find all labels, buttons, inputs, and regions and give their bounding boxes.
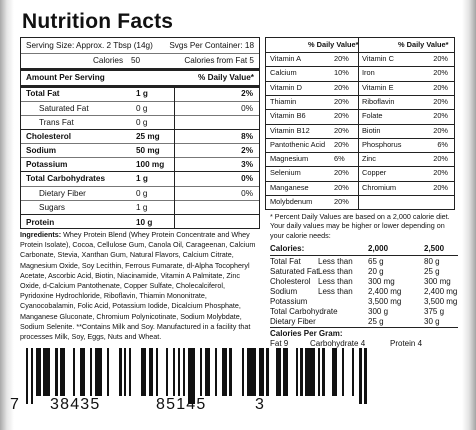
vitamin-dv-left: 20%: [334, 54, 349, 63]
barcode-bar: [200, 348, 202, 396]
barcode-bar: [178, 348, 180, 396]
divider: [21, 101, 259, 102]
calorie-row-2500: 300 mg: [424, 277, 451, 286]
nutrient-name: Trans Fat: [39, 118, 74, 127]
calorie-row-qualifier: Less than: [318, 277, 353, 286]
calories-from-fat: Calories from Fat 5: [184, 56, 254, 65]
amount-per-serving-header: Amount Per Serving: [26, 73, 105, 82]
nutrient-name: Cholesterol: [26, 132, 72, 141]
nutrient-name: Potassium: [26, 160, 68, 169]
divider: [21, 214, 259, 215]
barcode-bar: [173, 348, 175, 396]
calorie-row-nutrient: Sodium: [270, 287, 298, 296]
barcode-bar: [156, 348, 158, 396]
vitamin-dv-right: 20%: [433, 82, 448, 92]
vitamin-dv-right: 20%: [433, 154, 448, 164]
nutrient-daily-value: 3%: [241, 160, 253, 169]
vitamin-name-left: Vitamin B6: [270, 111, 306, 121]
calorie-row-2500: 2,400 mg: [424, 287, 458, 296]
barcode-bar: [283, 348, 288, 396]
vitamin-dv-left: 6%: [334, 154, 345, 164]
vitamin-name-left: Thiamin: [270, 96, 297, 106]
barcode-bar: [296, 348, 298, 396]
daily-value-header: % Daily Value*: [198, 73, 254, 82]
vitamins-dv-header-right: % Daily Value*: [398, 40, 449, 49]
divider: [21, 115, 259, 116]
calorie-row-nutrient: Cholesterol: [270, 277, 311, 286]
divider: [21, 143, 259, 144]
barcode-bar: [332, 348, 337, 396]
barcode-bar: [119, 348, 121, 396]
nutrient-name: Sodium: [26, 146, 57, 155]
vitamin-name-right: Chromium: [362, 182, 397, 192]
vitamin-name-right: Vitamin E: [362, 82, 394, 92]
divider: [21, 129, 259, 130]
vitamin-row: [266, 66, 454, 80]
barcode-bar: [318, 348, 320, 396]
vitamin-row: [266, 181, 454, 195]
barcode-bar: [124, 348, 126, 396]
calorie-row-qualifier: Less than: [318, 257, 353, 266]
column-divider: [174, 87, 175, 228]
nutrient-name: Protein: [26, 218, 55, 227]
nutrient-amount: 0 g: [136, 104, 148, 113]
barcode-bar: [60, 348, 65, 396]
vitamin-dv-right: 20%: [433, 168, 448, 178]
vitamins-panel: [265, 37, 455, 210]
vitamin-row: [266, 52, 454, 66]
barcode-bar: [229, 348, 231, 396]
vitamin-row: [266, 138, 454, 152]
column-divider: [358, 38, 359, 209]
vitamin-dv-left: 20%: [334, 139, 349, 149]
barcode-bar: [322, 348, 324, 396]
barcode-bar: [300, 348, 302, 396]
nutrient-name: Saturated Fat: [39, 104, 89, 113]
nutrient-amount: 1 g: [136, 203, 148, 212]
nutrition-facts-panel: [20, 37, 260, 229]
calorie-row-2000: 2,400 mg: [368, 287, 402, 296]
divider: [21, 171, 259, 172]
nutrient-amount: 100 mg: [136, 160, 165, 169]
per-gram-title: Calories Per Gram:: [270, 329, 343, 338]
barcode-bar: [73, 348, 75, 396]
calorie-row-2500: 25 g: [424, 267, 440, 276]
vitamin-row: [266, 95, 454, 109]
vitamin-dv-right: 20%: [433, 125, 448, 135]
nutrient-amount: 25 mg: [136, 132, 160, 141]
vitamin-dv-right: 20%: [433, 182, 448, 192]
barcode-bar: [276, 348, 281, 396]
barcode-bar: [205, 348, 210, 396]
barcode-bar: [90, 348, 92, 396]
calories-heading: Calories:: [270, 244, 305, 253]
vitamin-dv-right: 20%: [433, 54, 448, 63]
nutrient-amount: 0 g: [136, 118, 148, 127]
barcode-bar: [364, 348, 366, 404]
barcode-bar: [31, 348, 33, 404]
divider: [21, 53, 259, 54]
calorie-row-2500: 375 g: [424, 307, 445, 316]
barcode-bar: [266, 348, 268, 396]
barcode-digit-system: 7: [10, 396, 21, 413]
barcode-bar: [183, 348, 185, 396]
calorie-row-nutrient: Total Carbohydrate: [270, 307, 338, 316]
vitamin-row: [266, 109, 454, 123]
barcode-bar: [242, 348, 244, 396]
vitamin-dv-right: 20%: [433, 68, 448, 78]
barcode-bar: [352, 348, 354, 396]
barcode-bar: [247, 348, 257, 396]
vitamin-dv-right: 20%: [433, 111, 448, 121]
calories-2000: 2,000: [368, 244, 389, 253]
divider: [270, 255, 458, 256]
divider: [21, 200, 259, 201]
vitamin-dv-left: 20%: [334, 125, 349, 135]
nutrient-daily-value: 8%: [241, 132, 253, 141]
calories-label: Calories: [93, 56, 124, 65]
nutrient-amount: 0 g: [136, 189, 148, 198]
vitamin-name-left: Calcium: [270, 68, 297, 78]
calorie-row-2500: 3,500 mg: [424, 297, 458, 306]
barcode-bar: [359, 348, 361, 404]
vitamin-dv-left: 20%: [334, 197, 349, 206]
calorie-row-2000: 20 g: [368, 267, 384, 276]
per-gram-fat: Fat 9: [270, 339, 289, 348]
divider: [270, 327, 458, 328]
barcode-bar: [259, 348, 264, 396]
calorie-row-2000: 25 g: [368, 317, 384, 326]
vitamin-row: [266, 152, 454, 166]
vitamin-name-left: Magnesium: [270, 154, 309, 164]
nutrient-amount: 50 mg: [136, 146, 160, 155]
label-title: Nutrition Facts: [22, 10, 174, 33]
vitamins-header-row: [266, 38, 454, 52]
barcode-bar: [80, 348, 85, 396]
barcode-digits-left: 38435: [50, 396, 101, 413]
barcode-bar: [107, 348, 109, 396]
calorie-row-2500: 30 g: [424, 317, 440, 326]
calorie-row-nutrient: Saturated Fat: [270, 267, 319, 276]
vitamin-name-left: Selenium: [270, 168, 301, 178]
ingredients-text: [20, 230, 260, 342]
vitamin-row: [266, 124, 454, 138]
barcode-bar: [95, 348, 102, 396]
nutrient-daily-value: 2%: [241, 89, 253, 98]
vitamin-name-right: Copper: [362, 168, 387, 178]
vitamin-name-left: Vitamin A: [270, 54, 302, 63]
per-gram-protein: Protein 4: [390, 339, 423, 348]
vitamin-dv-left: 20%: [334, 111, 349, 121]
vitamin-name-left: Vitamin D: [270, 82, 302, 92]
serving-size: Serving Size: Approx. 2 Tbsp (14g): [26, 41, 153, 50]
barcode-bar: [305, 348, 315, 396]
nutrient-daily-value: 2%: [241, 146, 253, 155]
nutrient-amount: 1 g: [136, 174, 148, 183]
thick-divider: [21, 68, 259, 71]
nutrient-name: Total Carbohydrates: [26, 174, 106, 183]
calories-2500: 2,500: [424, 244, 445, 253]
vitamin-dv-right: 20%: [433, 96, 448, 106]
nutrient-name: Sugars: [39, 203, 65, 212]
calorie-row-nutrient: Dietary Fiber: [270, 317, 316, 326]
calorie-row-2500: 80 g: [424, 257, 440, 266]
vitamin-dv-right: 6%: [437, 139, 448, 149]
ingredients-list: Whey Protein Blend (Whey Protein Concentrate and Whey Protein Isolate), Cocoa, Cellulose Gum, Canola Oil, Carageenan, Calcium Carbonate, Stevia, Xanthan Gum, Natural Flavors, Calcium Citrate, Magnesium Oxide, Soy Lecithin, Ferrous Fumarate, dl-Alpha Tocopheryl Acetate, Ascorbic Acid, Biotin, Niacinamide, Vitamin A Palmitate, Zinc Oxide, d-Calcium Pantothenate, Copper Sulfate, Cholecalciferol, Pyridoxine Hydrochloride, Riboflavin, Thiamin Mononitrate, Cyanocobalamin, Folic Acid, Potassium Iodide, Dicalcium Phosphate, Manganese Gluconate, Chromium Polynicotinate, Sodium Molybdate, Sodium Selenite. **Contains Milk and Soy. Manufactured in a facility that processes Milk, Soy, Eggs, Nuts and Wheat.: [20, 230, 256, 342]
vitamin-dv-left: 20%: [334, 82, 349, 92]
vitamin-dv-left: 20%: [334, 182, 349, 192]
barcode-digits-right: 85145: [156, 396, 207, 413]
nutrient-amount: 10 g: [136, 218, 153, 227]
calorie-row-2000: 3,500 mg: [368, 297, 402, 306]
nutrient-amount: 1 g: [136, 89, 148, 98]
vitamin-name-right: Riboflavin: [362, 96, 395, 106]
vitamin-name-right: Iron: [362, 68, 375, 78]
vitamin-name-left: Vitamin B12: [270, 125, 310, 135]
per-gram-carb: Carbohydrate 4: [310, 339, 366, 348]
daily-value-footnote: * Percent Daily Values are based on a 2,000 calorie diet. Your daily values may be higher or lower depending on your calorie needs:: [270, 212, 450, 240]
barcode-bar: [149, 348, 154, 396]
nutrient-name: Dietary Fiber: [39, 189, 86, 198]
vitamin-row: [266, 195, 454, 209]
calorie-row-2000: 300 mg: [368, 277, 395, 286]
barcode-bar: [26, 348, 28, 404]
barcode-bar: [55, 348, 57, 396]
calorie-row-2000: 300 g: [368, 307, 389, 316]
calorie-row-qualifier: Less than: [318, 267, 353, 276]
servings-per-container: Svgs Per Container: 18: [169, 41, 254, 50]
vitamin-name-left: Pantothenic Acid: [270, 139, 326, 149]
barcode-bar: [36, 348, 41, 396]
vitamin-name-right: Biotin: [362, 125, 381, 135]
calorie-row-nutrient: Potassium: [270, 297, 308, 306]
nutrient-daily-value: 0%: [241, 174, 253, 183]
divider: [21, 157, 259, 158]
vitamin-dv-left: 20%: [334, 168, 349, 178]
barcode-digit-check: 3: [255, 396, 266, 413]
vitamin-dv-left: 20%: [334, 96, 349, 106]
vitamin-name-left: Molybdenum: [270, 197, 313, 206]
barcode-bar: [43, 348, 50, 396]
vitamin-name-right: Phosphorus: [362, 139, 402, 149]
calorie-reference-table: [270, 244, 460, 348]
vitamin-dv-left: 10%: [334, 68, 349, 78]
thick-divider: [21, 85, 259, 88]
divider: [21, 186, 259, 187]
calorie-row-nutrient: Total Fat: [270, 257, 301, 266]
calories-value: 50: [131, 56, 141, 65]
vitamins-dv-header-left: % Daily Value*: [308, 40, 359, 49]
barcode-bar: [215, 348, 217, 396]
vitamin-row: [266, 166, 454, 180]
barcode-bar: [166, 348, 168, 396]
calorie-row-qualifier: Less than: [318, 287, 353, 296]
nutrient-daily-value: 0%: [241, 104, 253, 113]
nutrient-daily-value: 0%: [241, 189, 253, 198]
vitamin-name-right: Folate: [362, 111, 383, 121]
vitamin-name-left: Manganese: [270, 182, 309, 192]
vitamin-row: [266, 81, 454, 95]
barcode-bar: [222, 348, 227, 396]
ingredients-label: Ingredients:: [20, 230, 62, 239]
vitamin-name-right: Vitamin C: [362, 54, 394, 63]
vitamin-name-right: Zinc: [362, 154, 376, 164]
barcode-bar: [129, 348, 131, 396]
calorie-row-2000: 65 g: [368, 257, 384, 266]
barcode-bar: [141, 348, 146, 396]
barcode-bar: [342, 348, 344, 396]
nutrient-name: Total Fat: [26, 89, 60, 98]
